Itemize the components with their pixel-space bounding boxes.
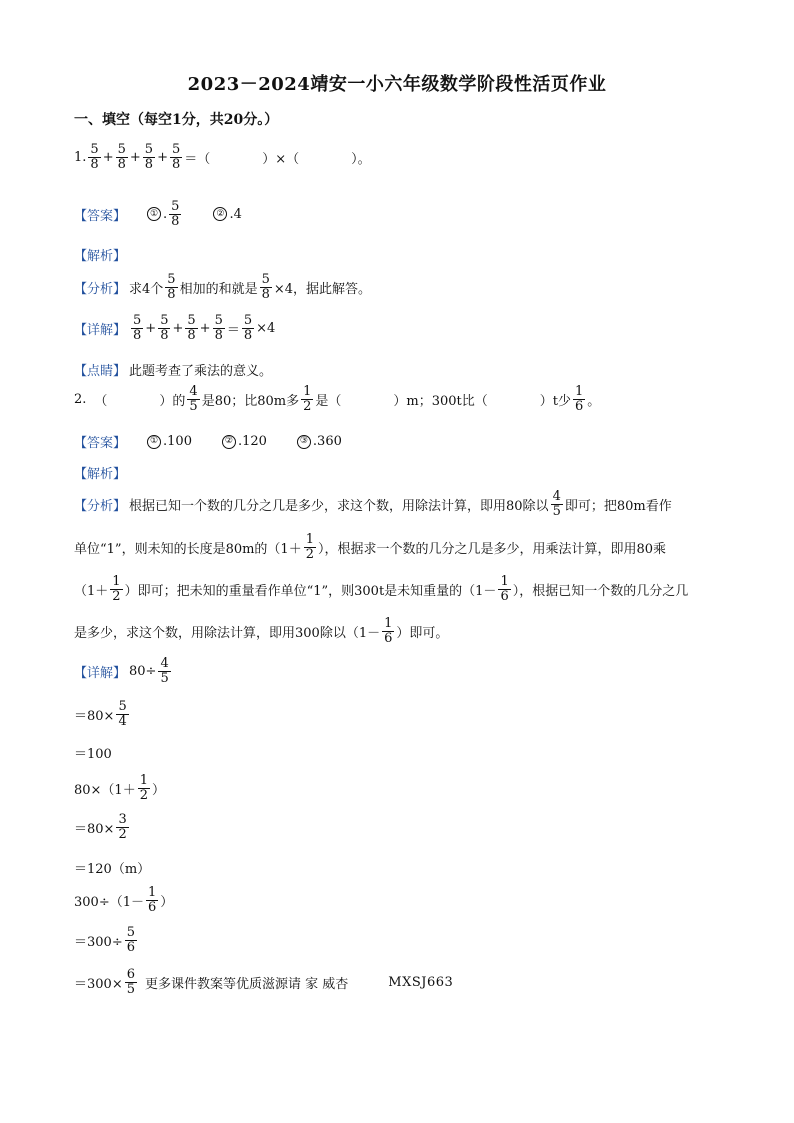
detail-step-2: ＝80× $\frac{5}{4}$ [74,699,127,729]
fraction: $\frac{5}{4}$ [118,699,127,729]
detail-step-6: ＝120（m） [74,862,151,877]
section-heading: 一、填空（每空1分，共20分。） [74,112,279,128]
fraction: $\frac{5}{8}$ [171,142,181,172]
fraction: $\frac{5}{8}$ [243,313,253,343]
question-1 [74,143,371,171]
answer-item: ③ .360 [297,434,342,449]
fenxi-line-2: 单位“1”，则未知的长度是80m的（1＋ $\frac{1}{2}$ ），根据求一个数的几分之几是多少，用乘法计算，即用80乘 [74,532,667,562]
fraction: $\frac{5}{8}$ [261,272,270,302]
detail-step-9: ＝300× $\frac{6}{5}$ 更多课件教案等优质滋源请 家 威杏 MXSJ663 [74,967,454,997]
plus-sign: + [102,149,114,165]
watermark-text: 更多课件教案等优质滋源请 家 威杏 [145,976,349,992]
fraction: $\frac{5}{8}$ [144,142,154,172]
plus-sign: + [129,149,141,165]
circled-number: ① [147,207,161,221]
dianjing-line: 【点睛】 此题考查了乘法的意义。 [74,364,273,379]
fraction: $\frac{5}{8}$ [214,313,223,343]
fraction: $\frac{5}{8}$ [90,142,99,172]
fenxi-line-4: 是多少，求这个数，用除法计算，即用300除以（1－ $\frac{1}{6}$ ）即可。 [74,616,449,646]
answer-item: ① .100 [147,434,192,449]
answer-item: ② .4 [213,207,241,222]
answer-item: ② .120 [222,434,267,449]
plus-sign: + [157,149,168,165]
answer-line: 【答案】 ① .100 ② .120 ③ .360 [74,434,342,451]
fraction: $\frac{1}{2}$ [303,384,312,414]
analysis-tag: 【解析】 [74,249,127,264]
detail-step-7: 300÷（1－ $\frac{1}{6}$ ） [74,885,174,915]
fraction: $\frac{1}{6}$ [500,574,509,604]
watermark-code: MXSJ663 [388,974,454,990]
detail-step-1: 【详解】 80÷ $\frac{4}{5}$ [74,656,169,686]
fenxi-line-3: （1＋ $\frac{1}{2}$ ）即可；把未知的重量看作单位“1”，则300t是未知重量的（1－ $\frac{1}{6}$ ），根据已知一个数的几分之几 [74,574,689,604]
fraction: $\frac{5}{8}$ [167,272,176,302]
analysis-tag: 【解析】 [74,467,127,482]
fenxi-line-1: 【分析】 根据已知一个数的几分之几是多少，求这个数，用除法计算，即用80除以 $\frac{4}{5}$ 即可；把80m看作 [74,489,672,519]
fraction: $\frac{5}{6}$ [126,925,135,955]
circled-number: ② [213,207,227,221]
fraction: $\frac{1}{2}$ [112,574,121,604]
question-2: 2. （ ）的 $\frac{4}{5}$ 是80；比80m多 $\frac{1}{2}$ 是（ ）m；300t比（ ）t少 $\frac{1}{6}$ 。 [74,384,601,414]
fraction: $\frac{4}{5}$ [160,656,169,686]
fraction: $\frac{1}{2}$ [139,773,148,803]
fraction: $\frac{1}{6}$ [147,885,157,915]
fraction: $\frac{1}{2}$ [305,532,314,562]
answer-line [74,200,272,228]
fraction: $\frac{3}{2}$ [118,812,127,842]
detail-step-4: 80×（1＋ $\frac{1}{2}$ ） [74,773,166,803]
detail-line: 【详解】 $\frac{5}{8}$ + $\frac{5}{8}$ + $\frac{5}{8}$ + $\frac{5}{8}$ ＝ $\frac{5}{8}$ ×4 [74,313,276,343]
fraction: $\frac{4}{5}$ [189,384,198,414]
answer-item: ① . $\frac{5}{8}$ [147,200,183,228]
fraction: $\frac{5}{8}$ [187,313,196,343]
fraction: $\frac{1}{6}$ [575,384,584,414]
fraction: $\frac{5}{8}$ [171,199,180,229]
page-title: 2023－2024靖安一小六年级数学阶段性活页作业 [187,74,607,95]
fraction: $\frac{6}{5}$ [126,967,135,997]
fraction: $\frac{5}{8}$ [117,142,126,172]
fraction: $\frac{1}{6}$ [384,616,393,646]
fenxi-line: 【分析】 求4个 $\frac{5}{8}$ 相加的和就是 $\frac{5}{8}$ ×4，据此解答。 [74,272,372,302]
fraction: $\frac{4}{5}$ [552,489,561,519]
question-number: 1. [74,149,87,165]
detail-step-8: ＝300÷ $\frac{5}{6}$ [74,925,135,955]
fraction: $\frac{5}{8}$ [133,313,142,343]
fraction: $\frac{5}{8}$ [160,313,169,343]
detail-step-5: ＝80× $\frac{3}{2}$ [74,812,127,842]
question-number: 2. [74,391,87,407]
answer-tag: 【答案】 [74,208,127,224]
answer-blanks: ＝（ ）×（ ）。 [184,151,371,167]
detail-step-3: ＝100 [74,747,112,762]
